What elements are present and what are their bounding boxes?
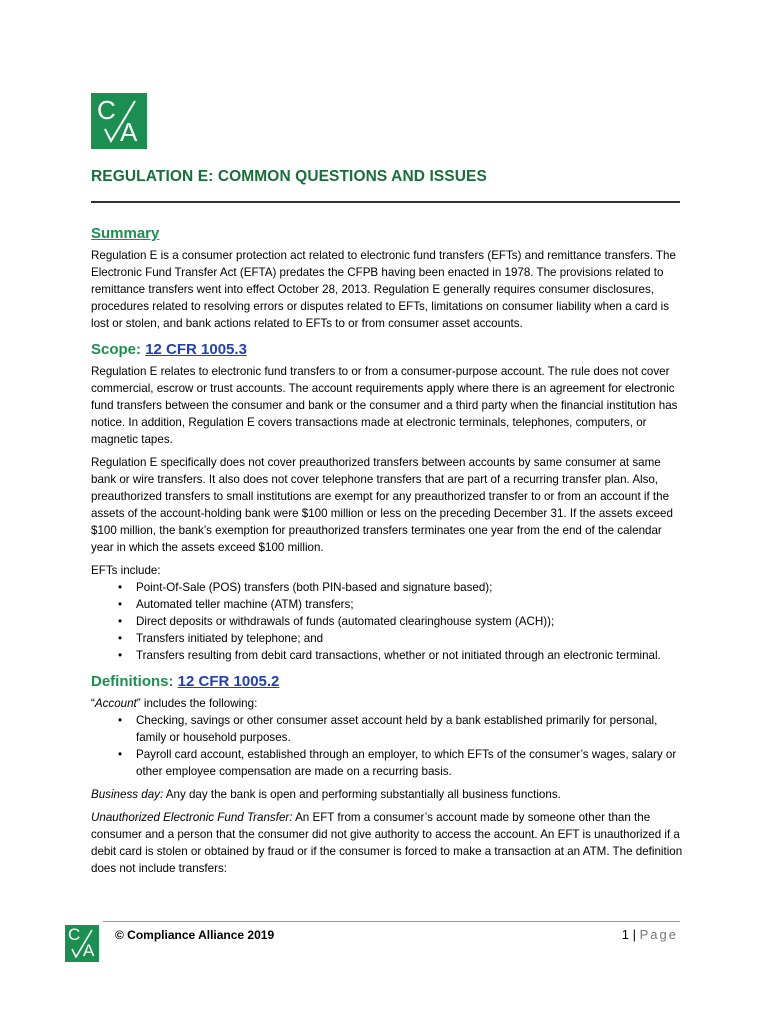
business-day-text: Any day the bank is open and performing substantially all business functions. xyxy=(163,788,561,801)
unauthorized-eft-term: Unauthorized Electronic Fund Transfer: xyxy=(91,811,293,824)
scope-paragraph-1: Regulation E relates to electronic fund transfers to or from a consumer-purpose account. The rule does not cover commercial, escrow or trust accounts. The account requirements apply where there is an agreement for electronic fund transfers between the consumer and bank or the consumer and a third party when the financial institution has notice. In addition, Regulation E covers transactions made at electronic terminals, telephones, computers, or magnetic tapes. xyxy=(91,365,678,446)
document-body xyxy=(91,224,683,883)
list-item: • Automated teller machine (ATM) transfers; xyxy=(136,596,683,613)
business-day-definition xyxy=(91,786,683,803)
page-number-value: 1 xyxy=(621,927,630,942)
list-item: • Point-Of-Sale (POS) transfers (both PIN-based and signature based); xyxy=(136,579,683,596)
definitions-cfr-link[interactable]: 12 CFR 1005.2 xyxy=(177,673,280,690)
footer-divider xyxy=(103,921,680,922)
unauthorized-eft-text: An EFT from a consumer’s account made by someone other than the consumer and a person that the consumer did not give authority to access the account. An EFT is unauthorized if a debit card is stolen or obtained by fraud or if the consumer is forced to make a transaction at an ATM. The definition does not include transfers: xyxy=(91,811,683,875)
footer-logo xyxy=(65,925,99,962)
list-item: • Payroll card account, established through an employer, to which EFTs of the consumer’s wages, salary or other employee compensation are made on a recurring basis. xyxy=(136,746,683,780)
summary-heading: Summary xyxy=(91,225,160,242)
list-item: • Transfers initiated by telephone; and xyxy=(136,630,683,647)
account-definition-intro xyxy=(91,695,683,712)
scope-cfr-link[interactable]: 12 CFR 1005.3 xyxy=(145,341,247,358)
summary-text: Regulation E is a consumer protection act related to electronic fund transfers (EFTs) and remittance transfers. The Electronic Fund Transfer Act (EFTA) predates the CFPB having been enacted in 1978. The provisions related to remittance transfers went into effect October 28, 2013. Regulation E generally requires consumer disclosures, procedures related to resolving errors or disputes related to EFTs, limitations on consumer liability when a card is lost or stolen, and bank actions related to EFTs to or from consumer asset accounts. xyxy=(91,249,676,330)
logo-letter-a: A xyxy=(83,941,95,960)
unauthorized-eft-definition xyxy=(91,809,683,877)
quote-open: “ xyxy=(91,697,95,710)
account-term: Account xyxy=(94,697,137,710)
account-list xyxy=(91,712,683,780)
logo-letter-c: C xyxy=(97,95,116,125)
scope-heading-label: Scope: xyxy=(91,341,146,358)
efts-list xyxy=(91,579,683,664)
list-item: • Transfers resulting from debit card transactions, whether or not initiated through an electronic terminal. xyxy=(136,647,683,664)
footer-copyright: © Compliance Alliance 2019 xyxy=(115,928,275,942)
scope-heading xyxy=(91,340,683,360)
efts-intro: EFTs include: xyxy=(91,564,161,577)
page-number xyxy=(622,927,678,942)
business-day-term: Business day: xyxy=(91,788,164,801)
definitions-heading-label: Definitions: xyxy=(91,673,178,690)
compliance-alliance-logo xyxy=(91,93,147,149)
page-label: Page xyxy=(639,927,678,942)
list-item: • Direct deposits or withdrawals of funds (automated clearinghouse system (ACH)); xyxy=(136,613,683,630)
scope-paragraph-2: Regulation E specifically does not cover preauthorized transfers between accounts by same consumer at same bank or wire transfers. It also does not cover telephone transfers that are part of a recurring transfer plan. Also, preauthorized transfers to small institutions are exempt for any preauthorized transfer to or from an account if the assets of the account-holding bank were $100 million or less on the preceding December 31. If the assets exceed $100 million, the bank’s exemption for preauthorized transfers terminates one year from the end of the calendar year in which the assets exceed $100 million. xyxy=(91,456,673,554)
logo-letter-c: C xyxy=(68,925,81,944)
logo-letter-a: A xyxy=(120,117,138,147)
list-item: • Checking, savings or other consumer asset account held by a bank established primarily for personal, family or household purposes. xyxy=(136,712,683,746)
title-divider xyxy=(91,201,680,203)
page-separator: | xyxy=(629,927,640,942)
document-title: REGULATION E: COMMON QUESTIONS AND ISSUES xyxy=(91,168,487,185)
account-intro-text: ” includes the following: xyxy=(136,697,258,710)
definitions-heading xyxy=(91,672,683,692)
